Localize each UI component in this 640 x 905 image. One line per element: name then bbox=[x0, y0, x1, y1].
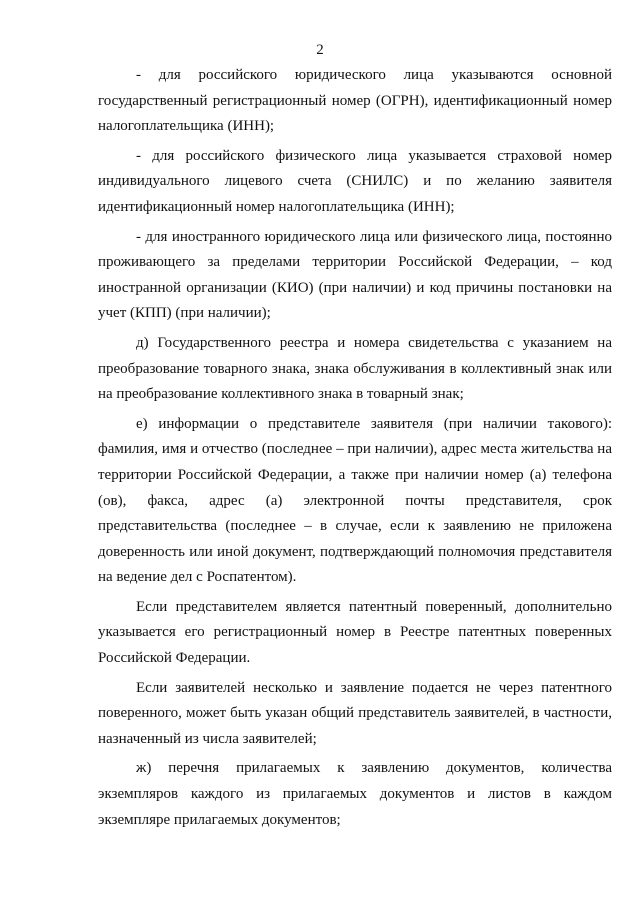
document-body bbox=[98, 63, 612, 837]
paragraph-foreign-entity: - для иностранного юридического лица или физического лица, постоянно проживающего за пределами территории Российской Федерации, – код иностранной организации (КИО) (при наличии) и код причины постановки на учет (КПП) (при наличии); bbox=[98, 228, 612, 322]
paragraph-item-e-representative-info: е) информации о представителе заявителя (при наличии такового): фамилия, имя и отчество (последнее – при наличии), адрес места жительства на территории Российской Федерации, а также при наличии номер (а) телефона (ов), факса, адрес (а) электронной почты представителя, срок представительства (последнее – в случае, если к заявлению не приложена доверенность или иной документ, подтверждающий полномочия представителя на ведение дел с Роспатентом). bbox=[98, 415, 612, 586]
paragraph-russian-legal-entity: - для российского юридического лица указываются основной государственный регистрационный номер (ОГРН), идентификационный номер налогоплательщика (ИНН); bbox=[98, 67, 612, 135]
paragraph-multiple-applicants: Если заявителей несколько и заявление подается не через патентного поверенного, может быть указан общий представитель заявителей, в частности, назначенный из числа заявителей; bbox=[98, 679, 612, 747]
paragraph-item-d-state-register: д) Государственного реестра и номера свидетельства с указанием на преобразование товарного знака, знака обслуживания в коллективный знак или на преобразование коллективного знака в товарный знак; bbox=[98, 334, 612, 403]
paragraph-item-zh-documents-list: ж) перечня прилагаемых к заявлению документов, количества экземпляров каждого из прилагаемых документов и листов в каждом экземпляре прилагаемых документов; bbox=[98, 760, 612, 828]
paragraph-russian-individual: - для российского физического лица указывается страховой номер индивидуального лицевого счета (СНИЛС) и по желанию заявителя идентификационный номер налогоплательщика (ИНН); bbox=[98, 147, 612, 215]
page-number: 2 bbox=[316, 42, 324, 58]
paragraph-patent-attorney: Если представителем является патентный поверенный, дополнительно указывается его регистрационный номер в Реестре патентных поверенных Российской Федерации. bbox=[98, 598, 612, 667]
